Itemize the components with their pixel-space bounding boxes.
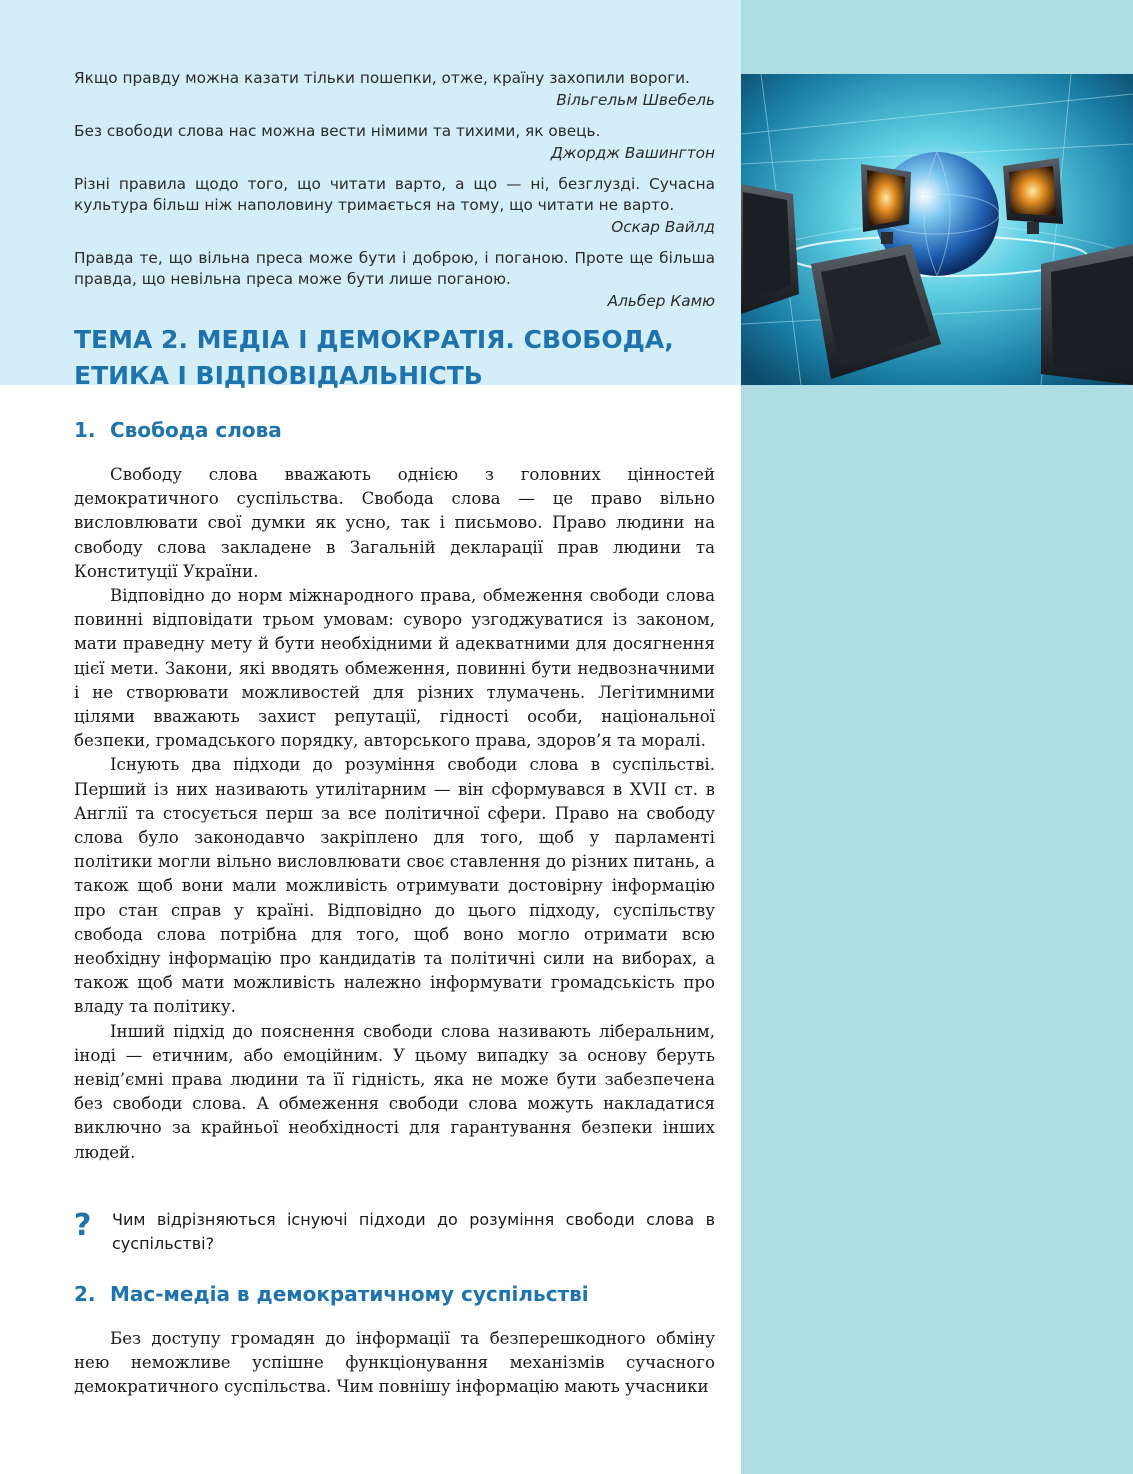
quote-text: Правда те, що вільна преса може бути і доброю, і поганою. Проте ще більша правда, що невільна преса може бути лише поганою.	[74, 249, 715, 288]
quote	[74, 121, 715, 164]
paragraph: Свободу слова вважають однією з головних цінностей демократичного суспільства. Свобода слова — це право вільно висловлювати свої думки як усно, так і письмово. Право людини на свободу слова закладене в Загальній декларації прав людини та Конституції України.	[74, 465, 715, 581]
topic-title	[74, 322, 734, 394]
section-title: Свобода слова	[110, 418, 282, 442]
quote-text: Якщо правду можна казати тільки пошепки, отже, країну захопили вороги.	[74, 69, 690, 87]
quote	[74, 68, 715, 111]
topic-title-line1: ТЕМА 2. МЕДІА І ДЕМОКРАТІЯ. СВОБОДА,	[74, 325, 674, 354]
section-number: 1.	[74, 418, 96, 442]
section-number: 2.	[74, 1282, 96, 1306]
paragraph: Інший підхід до пояснення свободи слова називають ліберальним, іноді — етичним, або емоційним. У цьому випадку за основу беруть невід’ємні права людини та її гідність, яка не може бути забезпечена без свободи слова. А обмеження свободи слова можуть накладатися виключно за крайньої необхідності для гарантування безпеки інших людей.	[74, 1021, 715, 1162]
quote	[74, 248, 715, 312]
quote-author: Джордж Вашингтон	[550, 144, 715, 162]
paragraph: Без доступу громадян до інформації та безперешкодного обміну нею неможливе успішне функціонування механізмів сучасного демократичного суспільства. Чим повнішу інформацію мають учасники	[74, 1329, 715, 1397]
quote	[74, 174, 715, 238]
section-2-body	[74, 1327, 715, 1400]
question-text: Чим відрізняються існуючі підходи до розуміння свободи слова в суспільстві?	[112, 1210, 715, 1253]
question-mark-icon: ?	[74, 1208, 92, 1243]
section-title: Мас-медіа в демократичному суспільстві	[110, 1282, 589, 1306]
quote-author: Оскар Вайлд	[611, 218, 715, 236]
quote-text: Різні правила щодо того, що читати варто, а що — ні, безглузді. Сучасна культура більш ніж наполовину тримається на тому, що читати не варто.	[74, 175, 715, 214]
quote-author: Альбер Камю	[607, 292, 715, 310]
section-1-body	[74, 463, 715, 1165]
epigraph-quotes	[74, 68, 715, 322]
review-question	[74, 1208, 715, 1256]
section-2-heading	[74, 1280, 589, 1308]
topic-title-line2: ЕТИКА І ВІДПОВІДАЛЬНІСТЬ	[74, 361, 483, 390]
section-1-heading	[74, 416, 282, 444]
quote-text: Без свободи слова нас можна вести німими та тихими, як овець.	[74, 122, 601, 140]
paragraph: Існують два підходи до розуміння свободи слова в суспільстві. Перший із них називають утилітарним — він сформувався в XVII ст. в Англії та стосується перш за все політичної сфери. Право на свободу слова було законодавчо закріплено для того, щоб у парламенті політики могли вільно висловлювати своє ставлення до різних питань, а також щоб вони мали можливість отримувати достовірну інформацію про стан справ у країні. Відповідно до цього підходу, суспільству свобода слова потрібна для того, щоб воно могло отримати всю необхідну інформацію про кандидатів та політичні сили на виборах, а також щоб мати можливість належно інформувати громадськість про владу та політику.	[74, 755, 715, 1017]
globe-computers-illustration	[741, 74, 1133, 385]
quote-author: Вільгельм Швебель	[556, 91, 715, 109]
paragraph: Відповідно до норм міжнародного права, обмеження свободи слова повинні відповідати трьом умовам: суворо узгоджуватися із законом, мати праведну мету й бути необхідними й адекватними для досягнення цієї мети. Закони, які вводять обмеження, повинні бути недвозначними і не створювати можливостей для різних тлумачень. Легітимними цілями вважають захист репутації, гідності особи, національної безпеки, громадського порядку, авторського права, здоров’я та моралі.	[74, 586, 715, 751]
